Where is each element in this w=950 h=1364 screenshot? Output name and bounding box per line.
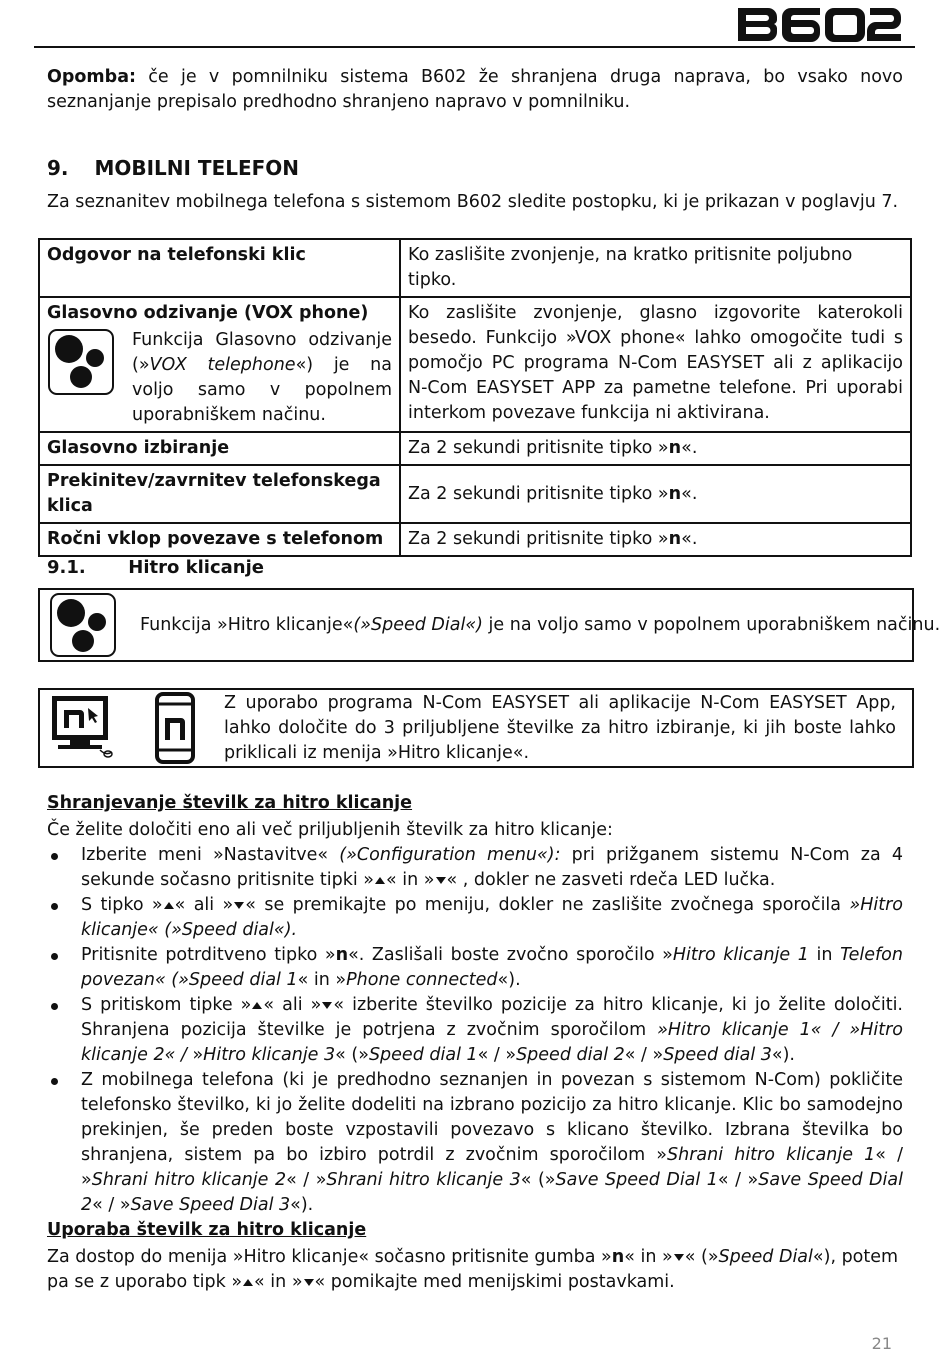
note-label: Opomba: <box>47 67 136 87</box>
note-text: če je v pomnilniku sistema B602 že shranjena druga naprava, bo vsako novo seznanjanje prepisalo predhodno shranjeno napravo v pomnilniku. <box>47 67 903 112</box>
b3-i3: Phone connected <box>346 970 498 990</box>
smartphone-icon <box>154 692 196 764</box>
use-e: « in » <box>254 1272 303 1292</box>
section-9-1-number: 9.1. <box>47 557 86 578</box>
b5-i1: Shrani hitro klicanje 1 <box>667 1145 876 1165</box>
table-row <box>39 432 911 465</box>
page-number: 21 <box>871 1334 892 1353</box>
use-a: Za dostop do menija »Hitro klicanje« sočasno pritisnite gumba » <box>47 1247 612 1267</box>
row-label: Ročni vklop povezave s telefonom <box>39 523 400 556</box>
b3-e: «). <box>497 970 521 990</box>
up-arrow-icon <box>375 877 385 884</box>
b3-c: in <box>808 945 841 965</box>
list-item <box>47 943 903 993</box>
b2-b: « ali » <box>174 895 234 915</box>
use-d: «), potem pa se z uporabo tipk » <box>47 1247 899 1292</box>
b3-i2: Telefon povezan« (»Speed dial 1 <box>81 945 903 990</box>
row-value-b: «. <box>681 529 698 549</box>
row-value-b: «. <box>681 483 698 504</box>
section-9-1-heading <box>47 557 264 578</box>
list-item <box>47 1068 903 1218</box>
vox-note-c: «) je na voljo samo v popolnem uporabniškem načinu. <box>132 355 392 425</box>
row-label: Odgovor na telefonski klic <box>39 239 400 297</box>
box2-text: Z uporabo programa N-Com EASYSET ali aplikacije N-Com EASYSET App, lahko določite do 3 priljubljene številke za hitro izbiranje, ki jih boste lahko priklicali iz menija »Hitro klicanje«. <box>224 693 896 763</box>
table-row <box>39 297 911 432</box>
use-c: « (» <box>684 1247 719 1267</box>
easyset-info-box <box>38 688 914 768</box>
b5-c: « / » <box>286 1170 327 1190</box>
b1-a: Izberite meni »Nastavitve« <box>81 845 340 865</box>
b5-d: « (» <box>520 1170 556 1190</box>
phone-functions-table <box>38 238 912 557</box>
list-item <box>47 993 903 1068</box>
section-9-1-title: Hitro klicanje <box>128 557 264 578</box>
b5-i5: Save Speed Dial 2 <box>81 1170 903 1215</box>
row-label: Glasovno odzivanje (VOX phone) <box>47 303 369 323</box>
b2-i: »Hitro klicanje« (»Speed dial«). <box>81 895 903 940</box>
box1-c: je na voljo samo v popolnem uporabniškem načinu. <box>482 615 941 635</box>
list-item <box>47 843 903 893</box>
b5-b: « / » <box>81 1145 903 1190</box>
table-row <box>39 523 911 556</box>
speed-dial-info-box <box>38 588 941 662</box>
b4-e: « (» <box>335 1045 369 1065</box>
row-value-a: Za 2 sekundi pritisnite tipko » <box>408 529 669 549</box>
b2-c: « se premikajte po meniju, dokler ne zaslišite zvočnega sporočila <box>245 895 850 915</box>
b5-e: « / » <box>717 1170 759 1190</box>
row-value-a: Za 2 sekundi pritisnite tipko » <box>408 483 669 504</box>
n-key: n <box>668 529 682 549</box>
n-key: n <box>335 945 349 965</box>
down-arrow-icon <box>322 1002 332 1009</box>
b5-a: Z mobilnega telefona (ki je predhodno seznanjen in povezan s sistemom N-Com) pokličite telefonsko številko, ki jo želite dodeliti na izbrano pozicijo za hitro klicanje. Klic bo samodejno prekinjen, še preden boste vzpostavili povezavo s klicano številko. Izbrana številka bo shranjena, sistem pa bo izbiro potrdil z zvočnim sporočilom » <box>81 1070 903 1165</box>
list-item <box>47 893 903 943</box>
use-f: « pomikajte med menijskimi postavkami. <box>314 1272 675 1292</box>
use-paragraph <box>47 1245 903 1295</box>
b3-b: «. Zaslišali boste zvočno sporočilo » <box>348 945 673 965</box>
box1-a: Funkcija »Hitro klicanje« <box>140 615 354 635</box>
row-value: Ko zaslišite zvonjenje, glasno izgovorite katerokoli besedo. Funkcijo »VOX phone« lahko omogočite tudi s pomočjo PC programa N-Com EASYSET ali z aplikacijo N-Com EASYSET APP za pametne telefone. Pri uporabi interkom povezave funkcija ni aktivirana. <box>400 297 911 432</box>
down-arrow-icon <box>304 1279 314 1286</box>
section-9-number: 9. <box>47 156 69 180</box>
b4-h: «). <box>771 1045 795 1065</box>
use-i: Speed Dial <box>718 1247 813 1267</box>
b5-i2: Shrani hitro klicanje 2 <box>91 1170 287 1190</box>
store-steps-list <box>47 843 903 1218</box>
store-intro: Če želite določiti eno ali več priljubljenih številk za hitro klicanje: <box>47 820 613 840</box>
b4-i2: Hitro klicanje 3 <box>203 1045 336 1065</box>
b1-d: « in » <box>386 870 435 890</box>
section-9-intro: Za seznanitev mobilnega telefona s sistemom B602 sledite postopku, ki je prikazan v poglavju 7. <box>47 192 899 212</box>
b5-i3: Shrani hitro klicanje 3 <box>326 1170 521 1190</box>
b5-g: «). <box>290 1195 314 1215</box>
b1-e: « , dokler ne zasveti rdeča LED lučka. <box>446 870 776 890</box>
b4-d: » <box>186 1045 204 1065</box>
down-arrow-icon <box>674 1254 684 1261</box>
row-label: Prekinitev/zavrnitev telefonskega klica <box>39 465 400 523</box>
b3-d: « in » <box>297 970 347 990</box>
b4-i3: Speed dial 1 <box>368 1045 478 1065</box>
up-arrow-icon <box>252 1002 262 1009</box>
row-value: Ko zaslišite zvonjenje, na kratko pritisnite poljubno tipko. <box>400 239 911 297</box>
up-arrow-icon <box>164 902 174 909</box>
down-arrow-icon <box>234 902 244 909</box>
vox-note-b: VOX telephone <box>149 355 296 375</box>
vox-note-a: Funkcija Glasovno odzivanje (» <box>132 330 392 375</box>
table-row <box>39 465 911 523</box>
b602-logo <box>736 6 902 42</box>
b3-i1: Hitro klicanje 1 <box>672 945 809 965</box>
b5-i6: Save Speed Dial 3 <box>130 1195 291 1215</box>
b4-i4: Speed dial 2 <box>516 1045 625 1065</box>
b4-b: « ali » <box>263 995 322 1015</box>
b4-a: S pritiskom tipke » <box>81 995 252 1015</box>
row-value-b: «. <box>681 438 698 458</box>
header-rule <box>34 46 915 48</box>
store-heading: Shranjevanje številk za hitro klicanje <box>47 793 413 813</box>
b5-f: « / » <box>92 1195 131 1215</box>
table-row <box>39 239 911 297</box>
section-9-title: MOBILNI TELEFON <box>94 156 300 180</box>
row-value-a: Za 2 sekundi pritisnite tipko » <box>408 438 669 458</box>
full-mode-icon <box>49 592 119 660</box>
box1-b: (»Speed Dial«) <box>353 615 483 635</box>
b4-g: « / » <box>624 1045 664 1065</box>
n-key: n <box>668 483 682 504</box>
full-mode-icon <box>47 328 132 428</box>
n-key: n <box>668 438 682 458</box>
down-arrow-icon <box>436 877 446 884</box>
b1-c: pri prižganem sistemu N-Com za 4 sekunde sočasno pritisnite tipki » <box>81 845 903 890</box>
b4-c: « izberite številko pozicije za hitro klicanje, ki jo želite določiti. Shranjena pozicija številke je potrjena z zvočnim sporočilom <box>81 995 903 1040</box>
section-9-heading <box>47 156 299 180</box>
row-label: Glasovno izbiranje <box>39 432 400 465</box>
b1-i: (»Configuration menu«): <box>339 845 561 865</box>
n-key: n <box>611 1247 625 1267</box>
b4-i5: Speed dial 3 <box>663 1045 772 1065</box>
b5-i4: Save Speed Dial 1 <box>555 1170 718 1190</box>
b2-a: S tipko » <box>81 895 163 915</box>
pc-monitor-icon <box>48 694 116 760</box>
use-heading: Uporaba številk za hitro klicanje <box>47 1220 367 1240</box>
b4-i1: »Hitro klicanje 1« / »Hitro klicanje 2« / <box>81 1020 903 1065</box>
b4-f: « / » <box>477 1045 517 1065</box>
use-b: « in » <box>624 1247 673 1267</box>
up-arrow-icon <box>243 1279 253 1286</box>
note-paragraph <box>47 65 903 115</box>
b3-a: Pritisnite potrditveno tipko » <box>81 945 336 965</box>
